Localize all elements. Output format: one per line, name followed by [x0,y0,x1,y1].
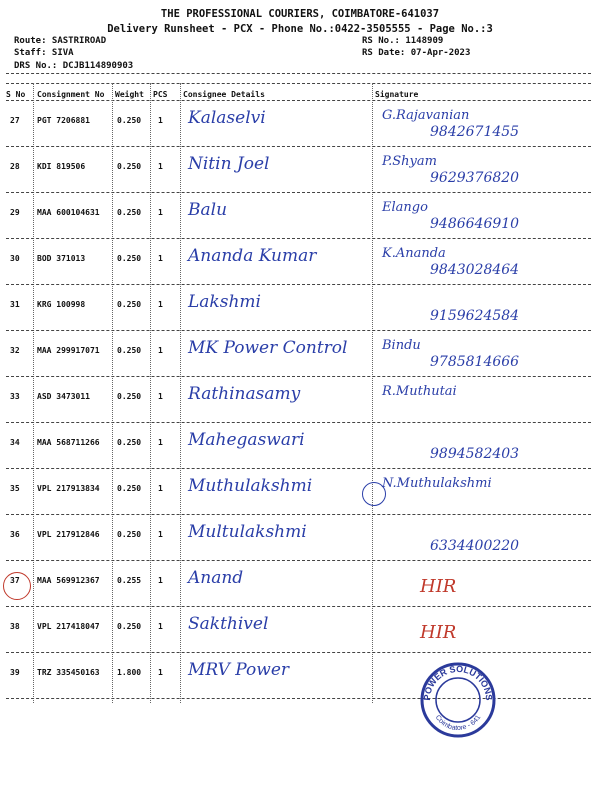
row-divider [6,468,591,469]
weight-value: 0.250 [117,162,142,171]
row-divider [6,560,591,561]
company-title: THE PROFESSIONAL COURIERS, COIMBATORE-641037 [160,8,440,20]
pcs-value: 1 [158,208,163,217]
consignment-number: VPL 217913834 [37,484,100,493]
serial-number: 32 [10,346,20,355]
pcs-value: 1 [158,622,163,631]
consignee-handwriting: Kalaselvi [188,108,266,128]
row-divider [6,606,591,607]
serial-number: 35 [10,484,20,493]
column-separator [372,83,373,703]
row-divider [6,652,591,653]
divider [6,83,591,84]
consignee-handwriting: Lakshmi [188,292,261,312]
serial-number: 30 [10,254,20,263]
consignee-handwriting: Muthulakshmi [188,476,313,496]
drs-number: DRS No.: DCJB114890903 [14,61,134,71]
serial-number: 38 [10,622,20,631]
pcs-value: 1 [158,116,163,125]
col-signature: Signature [375,90,419,99]
route-label: Route: SASTRIROAD [14,36,107,46]
signature-handwriting: Bindu [382,338,421,353]
pcs-value: 1 [158,484,163,493]
consignee-handwriting: Ananda Kumar [188,246,317,266]
consignee-handwriting: Multulakshmi [188,522,307,542]
phone-handwriting: 9486646910 [430,216,520,232]
serial-number: 39 [10,668,20,677]
pcs-value: 1 [158,300,163,309]
pcs-value: 1 [158,392,163,401]
pcs-value: 1 [158,438,163,447]
runsheet-subtitle: Delivery Runsheet - PCX - Phone No.:0422-3505555 - Page No.:3 [107,23,493,35]
staff-label: Staff: SIVA [14,48,74,58]
consignee-handwriting: Nitin Joel [188,154,270,174]
signature-handwriting: P.Shyam [382,154,437,169]
serial-number: 29 [10,208,20,217]
phone-handwriting: 9894582403 [430,446,520,462]
company-stamp [420,662,496,738]
consignee-handwriting: MK Power Control [188,338,348,358]
stamp-text: POWER SOLUTIONS [421,663,495,701]
weight-value: 0.250 [117,622,142,631]
weight-value: 0.255 [117,576,142,585]
row-divider [6,698,591,699]
serial-number: 28 [10,162,20,171]
circle-mark [362,482,386,506]
divider [6,100,591,101]
column-separator [33,83,34,703]
signature-handwriting: HIR [420,576,457,597]
consignment-number: BOD 371013 [37,254,86,263]
rs-number: RS No.: 1148909 [362,36,444,46]
consignee-handwriting: Mahegaswari [188,430,305,450]
phone-handwriting: 9785814666 [430,354,520,370]
column-separator [112,83,113,703]
stamp-city: Coimbatore - 641 [433,714,483,733]
col-sno: S No [6,90,26,99]
serial-number: 27 [10,116,20,125]
svg-text:Coimbatore - 641 [434,714,483,732]
signature-handwriting: HIR [420,622,457,643]
consignment-number: KRG 100998 [37,300,86,309]
weight-value: 1.800 [117,668,142,677]
row-divider [6,330,591,331]
weight-value: 0.250 [117,116,142,125]
column-separator [180,83,181,703]
weight-value: 0.250 [117,254,142,263]
pcs-value: 1 [158,254,163,263]
col-pcs: PCS [153,90,168,99]
consignment-number: ASD 3473011 [37,392,90,401]
weight-value: 0.250 [117,300,142,309]
col-consignment: Consignment No [37,90,105,99]
phone-handwriting: 9842671455 [430,124,520,140]
col-consignee: Consignee Details [183,90,265,99]
consignee-handwriting: Sakthivel [188,614,269,634]
signature-handwriting: G.Rajavanian [382,108,470,123]
consignment-number: MAA 569912367 [37,576,100,585]
consignment-number: MAA 568711266 [37,438,100,447]
consignee-handwriting: MRV Power [188,660,290,680]
signature-handwriting: K.Ananda [382,246,446,261]
svg-text:POWER SOLUTIONS [422,664,494,701]
phone-handwriting: 9843028464 [430,262,520,278]
phone-handwriting: 9159624584 [430,308,520,324]
consignment-number: MAA 600104631 [37,208,100,217]
phone-handwriting: 6334400220 [430,538,520,554]
row-divider [6,376,591,377]
column-separator [150,83,151,703]
consignment-number: MAA 299917071 [37,346,100,355]
row-divider [6,514,591,515]
weight-value: 0.250 [117,484,142,493]
consignment-number: PGT 7206881 [37,116,90,125]
row-divider [6,238,591,239]
consignment-number: KDI 819506 [37,162,86,171]
pcs-value: 1 [158,346,163,355]
pcs-value: 1 [158,162,163,171]
consignment-number: VPL 217912846 [37,530,100,539]
consignee-handwriting: Rathinasamy [188,384,301,404]
row-divider [6,192,591,193]
pcs-value: 1 [158,530,163,539]
consignment-number: VPL 217418047 [37,622,100,631]
signature-handwriting: R.Muthutai [382,384,457,399]
circle-mark [3,572,31,600]
row-divider [6,284,591,285]
pcs-value: 1 [158,668,163,677]
weight-value: 0.250 [117,530,142,539]
serial-number: 37 [10,576,20,585]
weight-value: 0.250 [117,346,142,355]
phone-handwriting: 9629376820 [430,170,520,186]
signature-handwriting: Elango [382,200,428,215]
weight-value: 0.250 [117,208,142,217]
weight-value: 0.250 [117,392,142,401]
consignee-handwriting: Balu [188,200,228,220]
weight-value: 0.250 [117,438,142,447]
col-weight: Weight [115,90,144,99]
serial-number: 33 [10,392,20,401]
consignee-handwriting: Anand [188,568,244,588]
serial-number: 34 [10,438,20,447]
signature-handwriting: N.Muthulakshmi [382,476,492,491]
row-divider [6,146,591,147]
serial-number: 31 [10,300,20,309]
pcs-value: 1 [158,576,163,585]
row-divider [6,422,591,423]
consignment-number: TRZ 335450163 [37,668,100,677]
divider [6,73,591,74]
serial-number: 36 [10,530,20,539]
rs-date: RS Date: 07-Apr-2023 [362,48,471,58]
